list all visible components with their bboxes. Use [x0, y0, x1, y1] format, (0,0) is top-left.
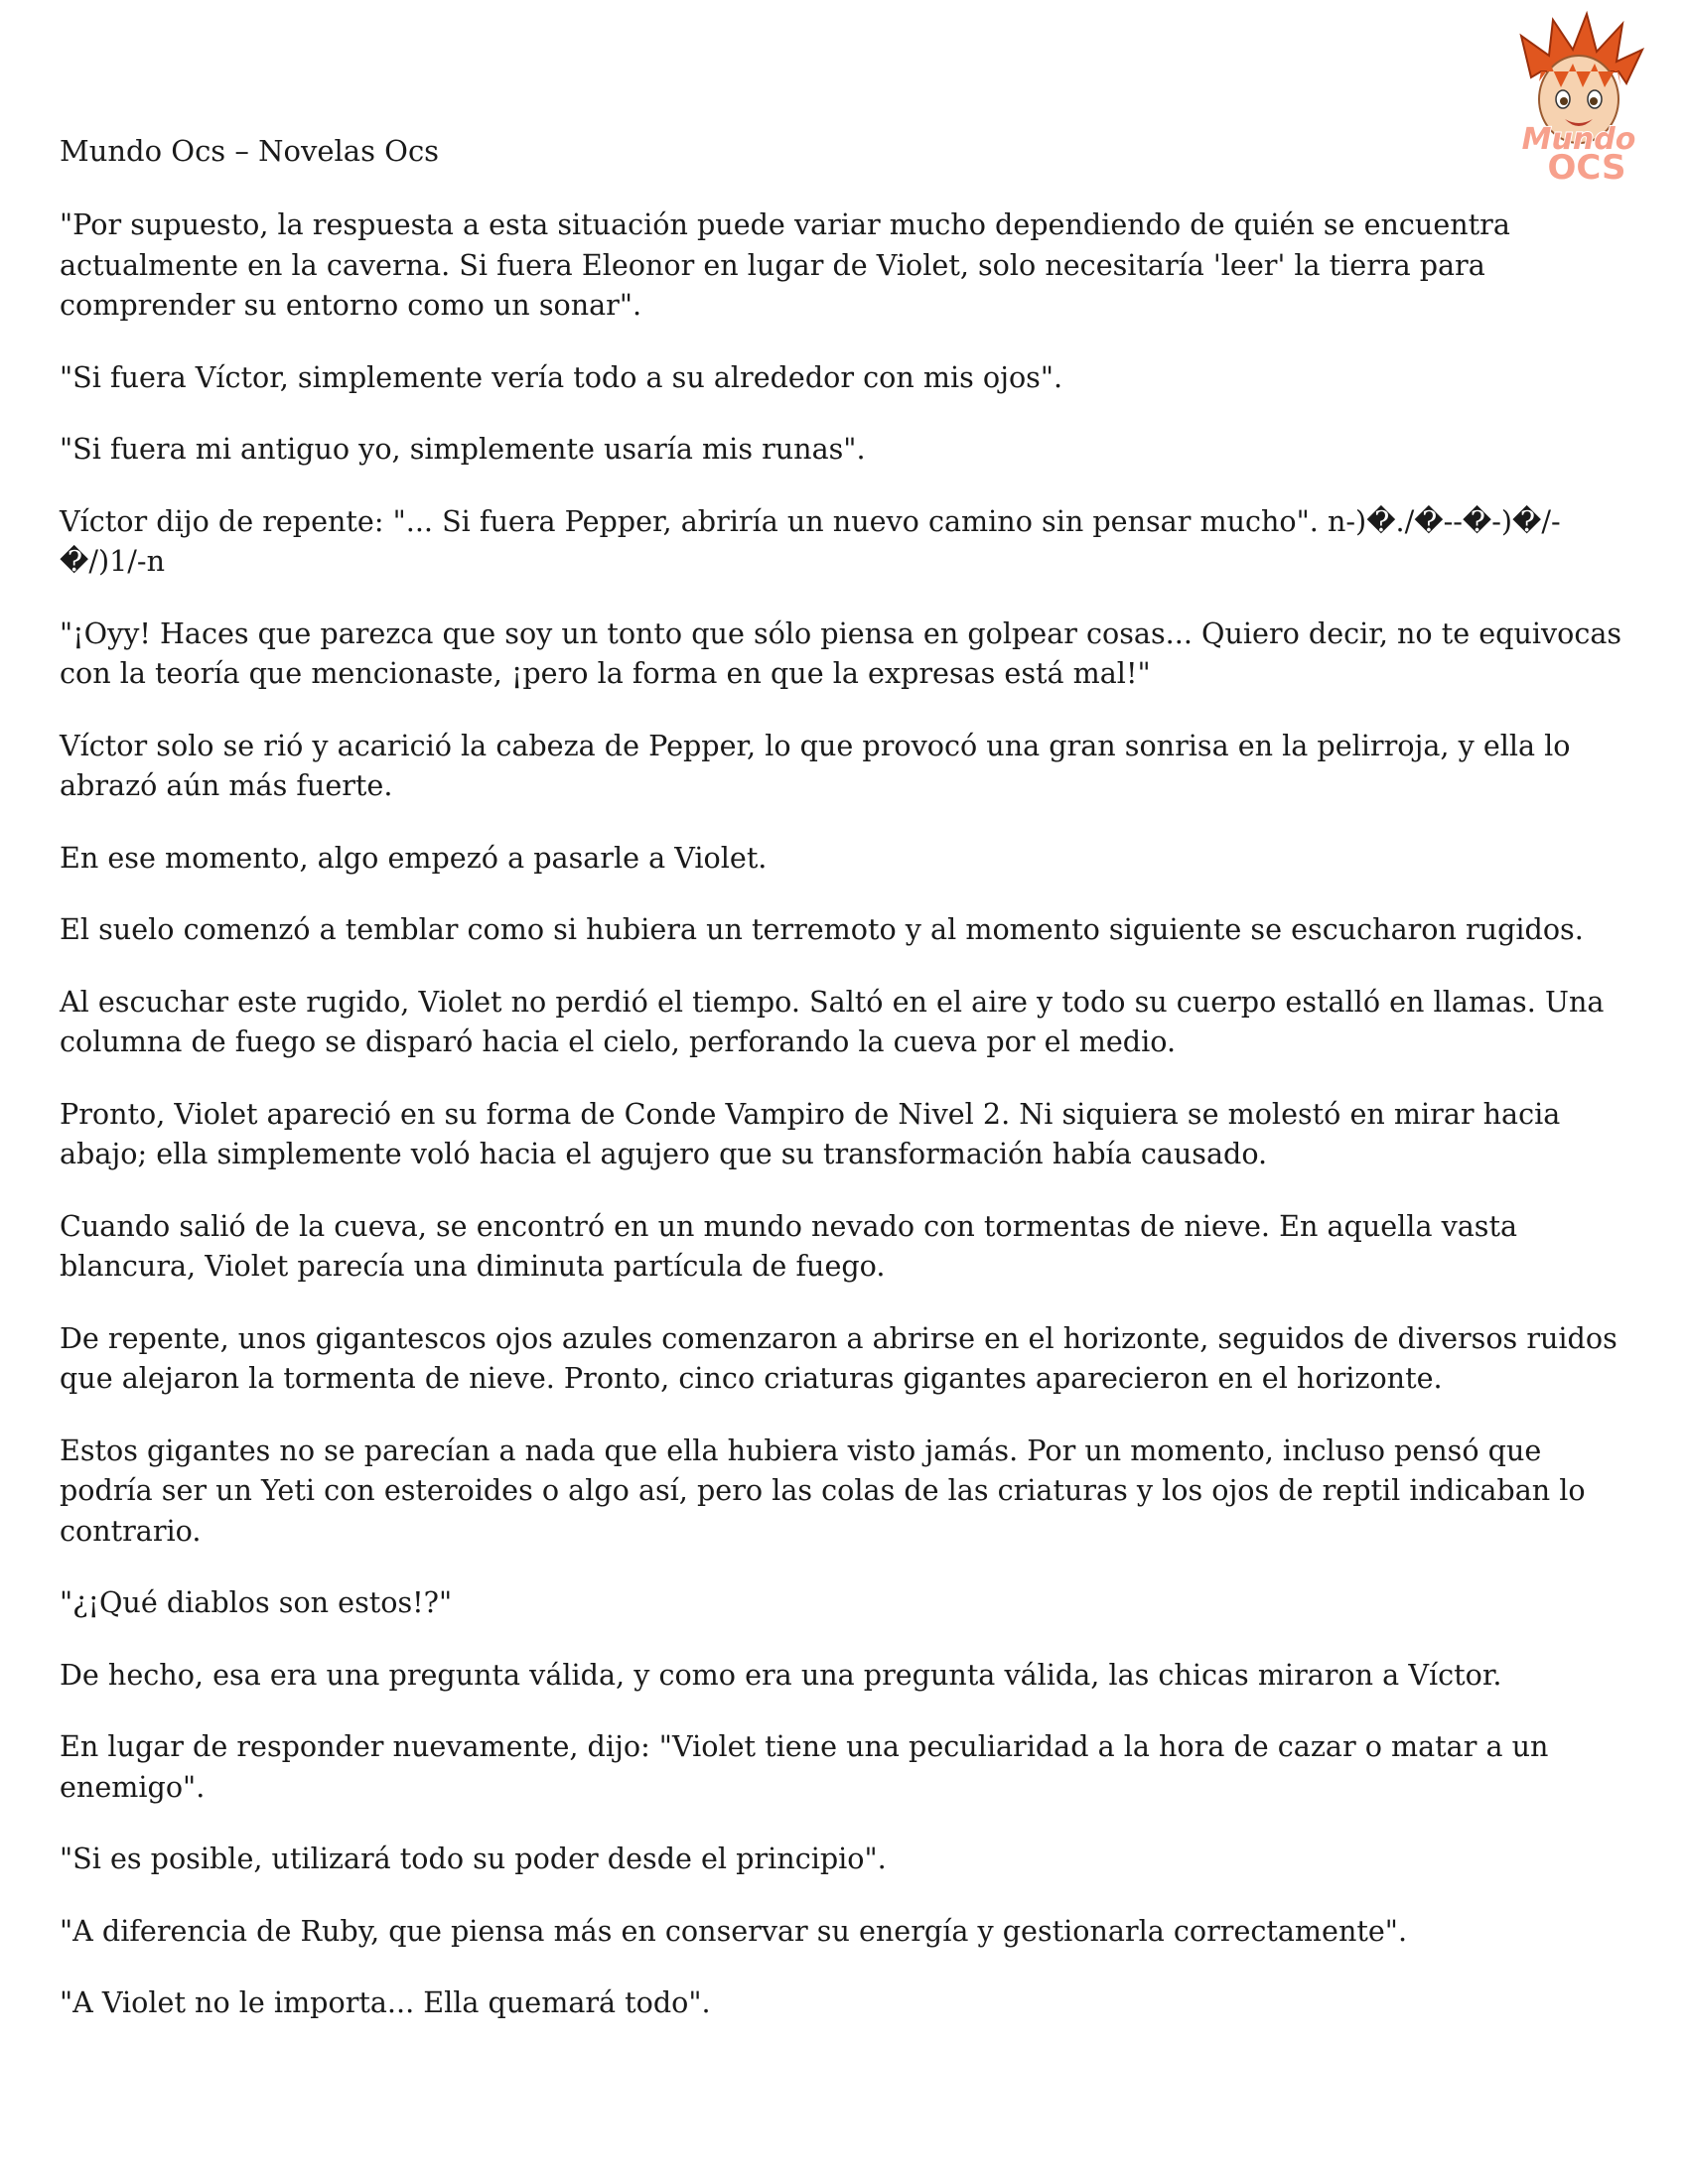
paragraph: "Si es posible, utilizará todo su poder desde el principio".: [60, 1842, 887, 1875]
paragraph: "¿¡Qué diablos son estos!?": [60, 1585, 453, 1619]
paragraph: "A Violet no le importa... Ella quemará todo".: [60, 1985, 711, 2019]
mundo-ocs-logo: [1491, 8, 1666, 183]
paragraph: "Por supuesto, la respuesta a esta situación puede variar mucho dependiendo de quién se encuentra actualmente en la caverna. Si fuera Eleonor en lugar de Violet, solo necesitaría 'leer' la tierra para comprender su entorno como un sonar".: [60, 207, 1510, 322]
page-header: Mundo Ocs – Novelas Ocs: [60, 134, 440, 168]
paragraph: Pronto, Violet apareció en su forma de Conde Vampiro de Nivel 2. Ni siquiera se molestó en mirar hacia abajo; ella simplemente voló hacia el agujero que su transformación había causado.: [60, 1096, 1561, 1170]
paragraph: Estos gigantes no se parecían a nada que ella hubiera visto jamás. Por un momento, incluso pensó que podría ser un Yeti con esteroides o algo así, pero las colas de las criaturas y los ojos de reptil indicaban lo contrario.: [60, 1433, 1586, 1548]
paragraph: "Si fuera mi antiguo yo, simplemente usaría mis runas".: [60, 432, 866, 466]
paragraph: Al escuchar este rugido, Violet no perdió el tiempo. Saltó en el aire y todo su cuerpo estalló en llamas. Una columna de fuego se disparó hacia el cielo, perforando la cueva por el medio.: [60, 984, 1605, 1058]
paragraph: "Si fuera Víctor, simplemente vería todo a su alrededor con mis ojos".: [60, 359, 1063, 394]
logo-text-top: Mundo: [1521, 122, 1636, 157]
paragraph: En ese momento, algo empezó a pasarle a Violet.: [60, 840, 768, 875]
paragraph: Víctor dijo de repente: "... Si fuera Pepper, abriría un nuevo camino sin pensar mucho". n-)�./�--�-)�/-�/)1/-n: [60, 503, 1561, 578]
paragraph: De hecho, esa era una pregunta válida, y como era una pregunta válida, las chicas miraron a Víctor.: [60, 1657, 1502, 1692]
logo-text-bottom: OCS: [1547, 148, 1626, 183]
paragraph: "¡Oyy! Haces que parezca que soy un tonto que sólo piensa en golpear cosas... Quiero decir, no te equivocas con la teoría que mencionaste, ¡pero la forma en que la expresas está mal!": [60, 615, 1622, 690]
paragraph: En lugar de responder nuevamente, dijo: "Violet tiene una peculiaridad a la hora de cazar o matar a un enemigo".: [60, 1729, 1549, 1804]
paragraph: El suelo comenzó a temblar como si hubiera un terremoto y al momento siguiente se escucharon rugidos.: [60, 912, 1584, 946]
paragraph: De repente, unos gigantescos ojos azules comenzaron a abrirse en el horizonte, seguidos de diversos ruidos que alejaron la tormenta de nieve. Pronto, cinco criaturas gigantes aparecieron en el horizonte.: [60, 1320, 1618, 1395]
paragraph: Cuando salió de la cueva, se encontró en un mundo nevado con tormentas de nieve. En aquella vasta blancura, Violet parecía una diminuta partícula de fuego.: [60, 1208, 1517, 1283]
paragraph: "A diferencia de Ruby, que piensa más en conservar su energía y gestionarla correctamente".: [60, 1913, 1408, 1948]
document-body: [60, 205, 1638, 2055]
paragraph: Víctor solo se rió y acarició la cabeza de Pepper, lo que provocó una gran sonrisa en la pelirroja, y ella lo abrazó aún más fuerte.: [60, 728, 1571, 802]
